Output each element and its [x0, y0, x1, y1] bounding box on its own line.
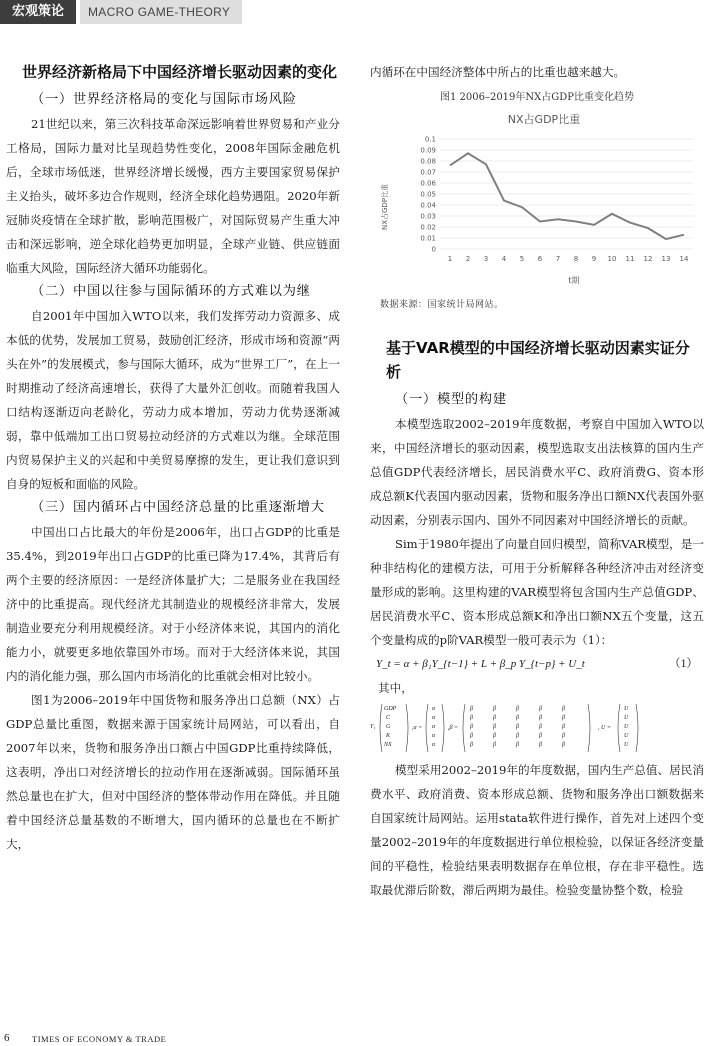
matrix-element: β [516, 706, 519, 712]
subheading-3: （三）国内循环占中国经济总量的比重逐渐增大 [31, 500, 325, 515]
section-tag: 宏观策论 [0, 0, 76, 24]
svg-text:U: U [624, 724, 629, 730]
y-axis-label: NX占GDP比重 [381, 183, 389, 231]
y-tick-label: 0.04 [420, 201, 436, 210]
svg-text:α: α [432, 742, 436, 748]
y-tick-label: 0.1 [424, 135, 436, 144]
matrix-element: β [562, 715, 565, 721]
svg-text:α: α [432, 724, 436, 730]
matrix-element: β [470, 742, 473, 748]
subheading-model: （一）模型的构建 [395, 392, 507, 407]
svg-text:C: C [386, 715, 391, 721]
svg-text:α: α [432, 733, 436, 739]
x-tick-label: 2 [465, 255, 471, 263]
article-heading: 世界经济新格局下中国经济增长驱动因素的变化 [22, 63, 338, 81]
matrix-element: β [539, 724, 542, 730]
paragraph: 自2001年中国加入WTO以来，我们发挥劳动力资源多、成本低的优势，发展加工贸易，鼓励创汇经济，形成市场和资源“两头在外”的发展模式，参与国际大循环，成为“世界工厂”，在上一时期推动了经济高速增长，获得了大量外汇创收。而随着我国人口结构逐渐迈向老龄化，劳动力成本增加，劳动力优势逐渐减弱，靠中低端加工出口贸易拉动经济的方式难以为继。全球范围内贸易保护主义的兴起和中美贸易摩擦的发生，更让我们意识到自身的短板和面临的风险。 [6, 309, 340, 491]
equation-text: Y_t = α + β₁Y_{t−1} + L + β_p Y_{t−p} + U_t [376, 658, 585, 670]
section-english: MACRO GAME-THEORY [80, 0, 242, 24]
matrix-element: β [493, 724, 496, 730]
svg-text:G: G [386, 724, 391, 730]
svg-text:α: α [432, 715, 436, 721]
matrix-element: β [539, 706, 542, 712]
paragraph: 模型采用2002–2019年的年度数据，国内生产总值、居民消费水平、政府消费、资本形成总额、货物和服务净出口额数据来自国家统计局网站。运用stata软件进行操作，首先对上述四个变量2002–2019年的年度数据进行单位根检验，以保证各经济变量间的平稳性，检验结果表明数据存在单位根，存在非平稳性。选取最优滞后阶数，滞后两期为最佳。检验变量协整个数，检验 [370, 763, 704, 897]
paragraph: 本模型选取2002–2019年度数据，考察自中国加入WTO以来，中国经济增长的驱动因素，模型选取支出法核算的国内生产总值GDP代表经济增长，居民消费水平C、政府消费G、资本形成总额K代表国内驱动因素，货物和服务净出口额NX代表国外驱动因素，分别表示国内、国外不同因素对中国经济增长的贡献。 [370, 417, 704, 527]
page-footer [0, 1030, 707, 1046]
matrix-element: β [516, 715, 519, 721]
matrix-element: β [470, 706, 473, 712]
matrix-element: β [539, 715, 542, 721]
paragraph: 中国出口占比最大的年份是2006年，出口占GDP的比重是35.4%，到2019年出口占GDP的比重已降为17.4%，其背后有两个主要的经济原因：一是经济体量扩大；二是服务业在我国经济中的比重提高。现代经济尤其制造业的规模经济非常大，发展制造业要充分利用规模经济。对于小经济体来说，其国内的消化能力小，就要更多地依靠国外市场。而对于大经济体来说，其国内的消化能力强，那么国内市场消化的比重就会相对比较小。 [6, 525, 340, 683]
matrix-element: β [562, 724, 565, 730]
svg-text:, U =: , U = [598, 725, 611, 731]
svg-text:K: K [386, 733, 391, 739]
matrix-element: β [516, 742, 519, 748]
paragraph: 图1为2006–2019年中国货物和服务净出口总额（NX）占GDP总量比重图，数据来源于国家统计局网站，可以看出，自2007年以来，货物和服务净出口额占中国GDP比重持续降低，这表明，净出口对经济增长的拉动作用在逐渐减弱。国际循环虽然总量也在扩大，但对中国经济的整体带动作用在降低。并且随着中国经济总量基数的不断增大，国内循环的总量也在不断扩大， [6, 693, 340, 851]
x-tick-label: 13 [661, 255, 671, 263]
matrix-element: β [470, 715, 473, 721]
matrix-element: β [493, 706, 496, 712]
x-tick-label: 6 [537, 255, 543, 263]
matrix-element: β [562, 733, 565, 739]
x-tick-label: 11 [625, 255, 635, 263]
figure-caption: 图1 2006–2019年NX占GDP比重变化趋势 [439, 92, 635, 103]
matrix-definitions [370, 700, 704, 758]
page-number: 6 [4, 1032, 10, 1044]
svg-text:NX: NX [384, 742, 392, 748]
matrix-element: β [516, 724, 519, 730]
svg-text:,β =: ,β = [448, 725, 459, 731]
matrix-element: β [493, 733, 496, 739]
matrix-element: β [516, 733, 519, 739]
matrix-figure [370, 700, 690, 758]
matrix-element: β [493, 742, 496, 748]
svg-text:U: U [624, 733, 629, 739]
paragraph: 21世纪以来，第三次科技革命深远影响着世界贸易和产业分工格局，国际力量对比呈现趋势性变化，2008年国际金融危机后，全球市场低迷，世界经济增长缓慢，西方主要国家贸易保护主义抬头，破坏多边合作规则，经济全球化趋势遇阻。2020年新冠肺炎疫情在全球扩散，影响范围极广，对国际贸易产生重大冲击和深远影响，逆全球化趋势更加明显，全球产业链、供应链面临重大风险，国际经济大循环功能弱化。 [6, 117, 340, 275]
equation-number: （1） [669, 657, 698, 670]
matrix-element: β [562, 742, 565, 748]
paragraph: 其中， [378, 681, 413, 695]
svg-text:U: U [624, 742, 629, 748]
y-tick-label: 0.09 [420, 146, 436, 155]
matrix-element: β [470, 733, 473, 739]
y-tick-label: 0.01 [420, 234, 436, 243]
data-source: 数据来源：国家统计局网站。 [380, 300, 504, 310]
subheading-2: （二）中国以往参与国际循环的方式难以为继 [31, 284, 311, 299]
matrix-element: β [562, 706, 565, 712]
svg-text:α: α [432, 706, 436, 712]
right-column [370, 60, 704, 902]
x-axis-label: t期 [568, 276, 580, 285]
x-tick-label: 8 [573, 255, 579, 263]
x-tick-label: 14 [679, 255, 689, 263]
svg-text:Y: Y [370, 724, 374, 730]
x-tick-label: 4 [501, 255, 507, 263]
svg-text:,α =: ,α = [412, 725, 423, 731]
y-tick-label: 0.02 [420, 223, 436, 232]
x-tick-label: 9 [591, 255, 597, 263]
matrix-element: β [539, 742, 542, 748]
matrix-element: β [470, 724, 473, 730]
x-tick-label: 5 [519, 255, 525, 263]
subheading-1: （一）世界经济格局的变化与国际市场风险 [31, 92, 297, 107]
nx-gdp-line-chart [376, 109, 702, 289]
x-tick-label: 7 [555, 255, 561, 263]
equation-1 [370, 652, 704, 676]
x-tick-label: 12 [643, 255, 653, 263]
matrix-element: β [539, 733, 542, 739]
paragraph: Sim于1980年提出了向量自回归模型，简称VAR模型，是一种非结构化的建模方法，可用于分析解释各种经济冲击对经济变量形成的影响。这里构建的VAR模型将包含国内生产总值GDP、居民消费水平C、资本形成总额K和净出口额NX五个变量，这五个变量构成的p阶VAR模型一般可表示为（1）： [370, 537, 704, 647]
section-heading: 基于VAR模型的中国经济增长驱动因素实证分析 [386, 339, 690, 381]
y-tick-label: 0.03 [420, 212, 436, 221]
matrix-element: β [493, 715, 496, 721]
left-column [6, 60, 340, 856]
series-line [450, 153, 684, 239]
svg-text:U: U [624, 706, 629, 712]
paragraph: 内循环在中国经济整体中所占的比重也越来越大。 [370, 65, 626, 79]
y-tick-label: 0.07 [420, 168, 436, 177]
x-tick-label: 10 [607, 255, 617, 263]
y-tick-label: 0.06 [420, 179, 436, 188]
y-tick-label: 0.05 [420, 190, 436, 199]
page-header [0, 0, 707, 24]
svg-text:GDP: GDP [384, 706, 397, 712]
x-tick-label: 1 [447, 255, 453, 263]
y-tick-label: 0 [431, 245, 436, 254]
svg-text:U: U [624, 715, 629, 721]
chart-title: NX占GDP比重 [507, 113, 581, 126]
journal-name: TIMES OF ECONOMY & TRADE [32, 1034, 167, 1044]
svg-text:t: t [374, 725, 376, 730]
x-tick-label: 3 [483, 255, 489, 263]
y-tick-label: 0.08 [420, 157, 436, 166]
